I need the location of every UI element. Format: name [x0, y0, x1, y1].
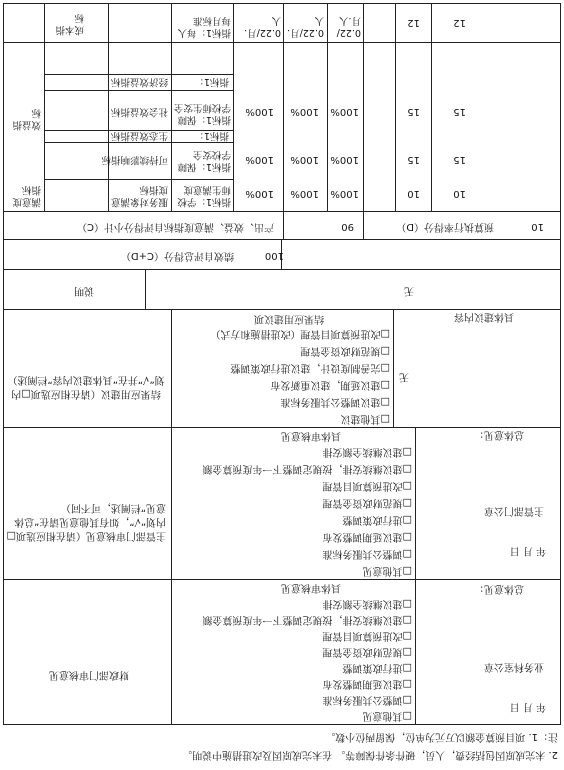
apply-content: 无 — [399, 371, 409, 382]
eco-label: 生态效益指标 — [110, 130, 168, 141]
explain-value: 无 — [404, 285, 414, 296]
satisfaction-actual: 100% — [290, 188, 319, 199]
apply-title: 结果应用建议（请在相应选项□内划“√”并在“具体建议内容”栏阐述） — [7, 374, 165, 399]
dept-item[interactable]: □改进预算项目管理 — [322, 480, 412, 491]
finance-item[interactable]: □改进预算项目管理 — [322, 630, 412, 641]
dept-date: 年 月 日 — [509, 545, 546, 556]
dept-item[interactable]: □调整公共服务标准 — [322, 548, 412, 559]
subtotal-label: 产出、效益、满意度指标自评得分小计（C） — [77, 221, 274, 232]
finance-col-header: 具体审核意见 — [281, 582, 341, 593]
cost-actual2: 0.22/月.人 — [336, 15, 361, 38]
dept-items — [171, 428, 416, 580]
sustain-actual: 100% — [290, 154, 319, 165]
finance-item[interactable]: □建议继续全额安排 — [322, 598, 412, 609]
social-weight: 15 — [407, 106, 420, 117]
dept-stamp: 主管部门公章 — [484, 505, 544, 516]
cost-weight: 12 — [407, 17, 420, 28]
finance-stamp: 业务科室公章 — [484, 661, 544, 672]
apply-items — [171, 310, 394, 428]
social-target: 100% — [245, 106, 274, 117]
dept-item[interactable]: □其他意见 — [362, 565, 412, 576]
sustain-weight: 15 — [407, 154, 420, 165]
satisfaction-target: 100% — [245, 188, 274, 199]
social-label: 社会效益指标 — [110, 106, 168, 117]
finance-overall: 总体意见： — [474, 583, 524, 594]
apply-item[interactable]: □改进预算项目管理（改进措施和方式） — [210, 328, 390, 339]
economic-label: 经济效益指标 — [110, 76, 168, 87]
sustain-rate: 100% — [330, 154, 359, 165]
social-rate: 100% — [330, 106, 359, 117]
sustain-label: 可持续影响指标 — [101, 154, 168, 165]
apply-item[interactable]: □其他建议 — [340, 413, 390, 424]
dept-item[interactable]: □建议继续安排，按规定调整下一年度预算金额 — [202, 463, 412, 474]
finance-item[interactable]: □进行政策调整 — [342, 662, 412, 673]
social-indicator: 指标1：保障学校师生安全 — [173, 102, 231, 125]
finance-item[interactable]: □建议继续安排，按规定调整下一年度预算金额 — [202, 614, 412, 625]
total-label: 绩效自评总得分（C+D） — [120, 250, 234, 261]
finance-item[interactable]: □其他意见 — [362, 710, 412, 721]
finance-date: 年 月 日 — [509, 701, 546, 712]
apply-col-header: 结果应用建议项 — [254, 313, 324, 324]
cost-label: 成本指标 — [55, 12, 84, 35]
satisfaction-label: 满意度指标 — [12, 184, 41, 207]
economic-indicator: 指标1： — [194, 76, 229, 87]
note-line-2: 2. 未完成原因包括经费，人员，硬件条件保障等。 在未完成原因及改进措施中说明。 — [182, 749, 558, 760]
sustain-score: 15 — [453, 154, 466, 165]
finance-item[interactable]: □规范财政资金管理 — [322, 646, 412, 657]
cost-target: 0.22/月.人 — [244, 15, 281, 38]
total-value: 100 — [264, 250, 284, 261]
dept-col-header: 具体审核意见 — [281, 430, 341, 441]
apply-item[interactable]: □完善制度设计，建议进行政策调整 — [230, 362, 390, 373]
social-actual: 100% — [290, 106, 319, 117]
explain-label: 说明 — [74, 285, 94, 296]
subtotal-value: 90 — [341, 221, 354, 232]
benefit-label: 效益指标 — [12, 107, 41, 130]
satisfaction-sub: 服务对象满意度指标 — [110, 184, 168, 207]
finance-title: 财政部门审核意见 — [49, 669, 129, 680]
finance-item[interactable]: □建议延期调整发布 — [322, 678, 412, 689]
dept-item[interactable]: □进行政策调整 — [342, 514, 412, 525]
cost-indicator: 指标1：每人每月标准 — [177, 15, 231, 38]
apply-item[interactable]: □建议延期，建议重新发布 — [270, 379, 390, 390]
dept-title: 主管部门审核意见（请在相应选项□内划“√”，如有其他意见请在“总体意见”栏阐述，可不同） — [6, 502, 166, 541]
dept-item[interactable]: □建议延期调整发布 — [322, 531, 412, 542]
sustain-target: 100% — [245, 154, 274, 165]
apply-col2: 具体建议内容 — [454, 311, 514, 322]
dept-overall: 总体意见： — [474, 429, 524, 440]
apply-item[interactable]: □规范财政资金管理 — [300, 345, 390, 356]
finance-item[interactable]: □调整公共服务标准 — [322, 694, 412, 705]
finance-items — [171, 580, 416, 725]
satisfaction-score: 10 — [453, 188, 466, 199]
cost-score: 12 — [453, 17, 466, 28]
satisfaction-weight: 10 — [407, 188, 420, 199]
budget-label: 预算执行率得分（D） — [396, 221, 494, 232]
dept-item[interactable]: □建议继续全额安排 — [322, 446, 412, 457]
apply-item[interactable]: □建议调整公共服务标准 — [280, 396, 390, 407]
sustain-indicator: 指标1：保障学校安全 — [177, 149, 231, 172]
cost-actual: 0.22/月.人 — [287, 15, 324, 38]
eco-indicator: 指标1： — [194, 130, 229, 141]
satisfaction-indicator: 指标1：学校师生满意度 — [177, 184, 231, 207]
dept-item[interactable]: □规范财政资金管理 — [322, 497, 412, 508]
budget-value: 10 — [531, 221, 544, 232]
satisfaction-rate: 100% — [330, 188, 359, 199]
note-line-1: 注：1. 项目预算金额以万元为单位，保留两位小数。 — [325, 731, 558, 742]
social-score: 15 — [453, 106, 466, 117]
